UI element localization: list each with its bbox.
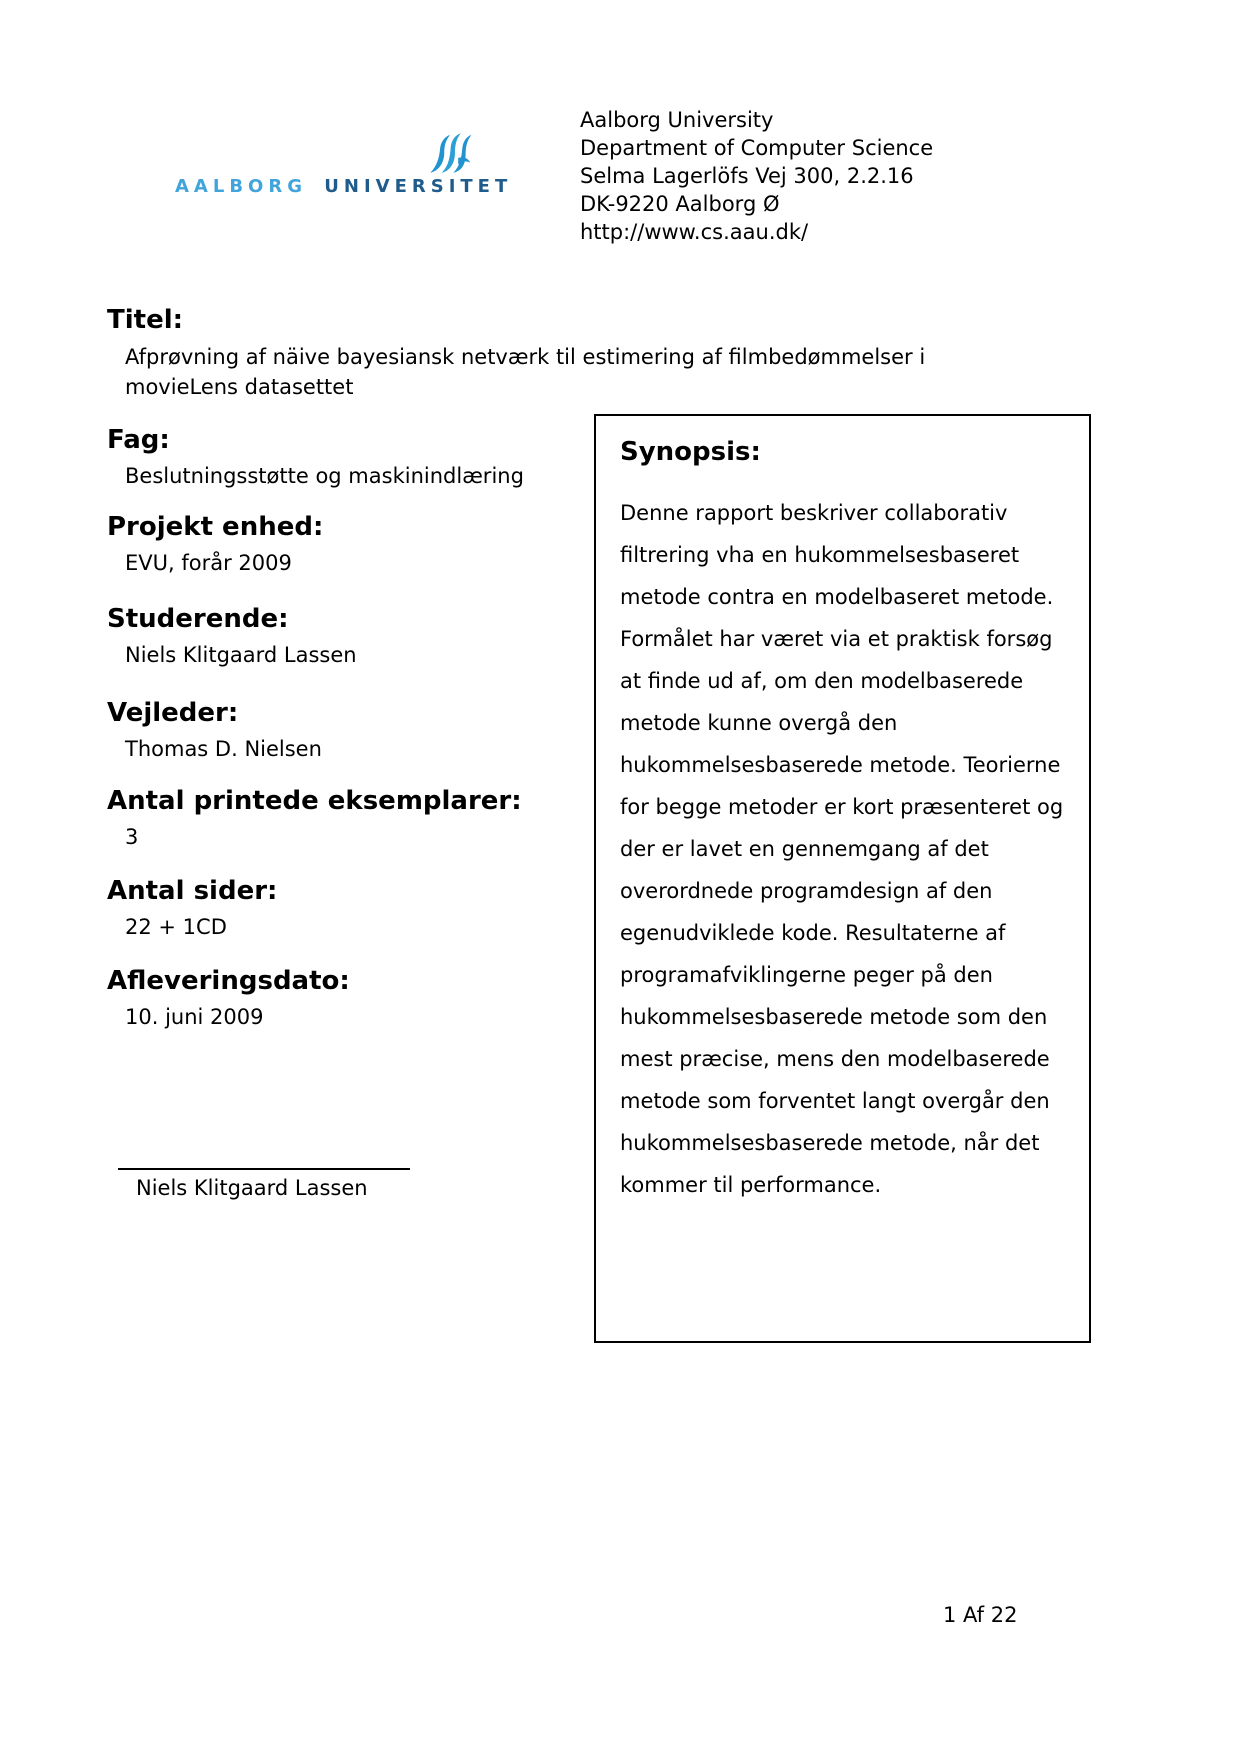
page-number: 1 Af 22 bbox=[943, 1603, 1018, 1627]
address-line-url: http://www.cs.aau.dk/ bbox=[580, 220, 809, 244]
logo-wordmark bbox=[175, 176, 512, 197]
address-line-university: Aalborg University bbox=[580, 108, 774, 132]
signature-name: Niels Klitgaard Lassen bbox=[136, 1176, 368, 1200]
title-section bbox=[107, 304, 1007, 402]
section-antal-printede bbox=[107, 785, 627, 851]
section-label: Fag: bbox=[107, 425, 170, 455]
title-label: Titel: bbox=[107, 305, 184, 335]
section-antal-sider bbox=[107, 875, 577, 941]
address-line-street: Selma Lagerlöfs Vej 300, 2.2.16 bbox=[580, 164, 914, 188]
section-value: 22 + 1CD bbox=[125, 915, 227, 939]
section-label: Vejleder: bbox=[107, 698, 239, 728]
logo-word-universitet: UNIVERSITET bbox=[324, 176, 513, 197]
section-value: 10. juni 2009 bbox=[125, 1005, 264, 1029]
section-projekt-enhed bbox=[107, 511, 577, 577]
signature-line bbox=[118, 1148, 410, 1170]
aalborg-university-logo bbox=[175, 130, 535, 200]
section-label: Antal sider: bbox=[107, 876, 278, 906]
section-label: Afleveringsdato: bbox=[107, 966, 350, 996]
signature-block bbox=[118, 1148, 418, 1200]
section-value: 3 bbox=[125, 825, 139, 849]
synopsis-label: Synopsis: bbox=[620, 437, 761, 467]
logo-word-aalborg: AALBORG bbox=[175, 176, 307, 197]
section-label: Antal printede eksemplarer: bbox=[107, 786, 522, 816]
section-value: Beslutningsstøtte og maskinindlæring bbox=[125, 464, 524, 488]
section-value: Thomas D. Nielsen bbox=[125, 737, 322, 761]
section-label: Studerende: bbox=[107, 604, 289, 634]
section-studerende bbox=[107, 603, 577, 669]
synopsis-box bbox=[594, 414, 1091, 1343]
synopsis-text: Denne rapport beskriver collaborativ filtrering vha en hukommelsesbaseret metode contra en modelbaseret metode. Formålet har været via et praktisk forsøg at finde ud af, om den modelbaserede metode kunne overgå den hukommelsesbaserede metode. Teorierne for begge metoder er kort præsenteret og der er lavet en gennemgang af det overordnede programdesign af den egenudviklede kode. Resultaterne af programafviklingerne peger på den hukommelsesbaserede metode som den mest præcise, mens den modelbaserede metode som forventet langt overgår den hukommelsesbaserede metode, når det kommer til performance. bbox=[620, 501, 1064, 1197]
address-line-city: DK-9220 Aalborg Ø bbox=[580, 192, 780, 216]
section-fag bbox=[107, 424, 577, 490]
section-afleveringsdato bbox=[107, 965, 577, 1031]
section-value: Niels Klitgaard Lassen bbox=[125, 643, 357, 667]
section-label: Projekt enhed: bbox=[107, 512, 324, 542]
university-address-block bbox=[580, 106, 933, 246]
title-text: Afprøvning af näive bayesiansk netværk til estimering af filmbedømmelser i movieLens datasettet bbox=[125, 345, 926, 399]
aau-wave-icon bbox=[425, 130, 475, 176]
section-vejleder bbox=[107, 697, 577, 763]
section-value: EVU, forår 2009 bbox=[125, 551, 292, 575]
address-line-department: Department of Computer Science bbox=[580, 136, 934, 160]
